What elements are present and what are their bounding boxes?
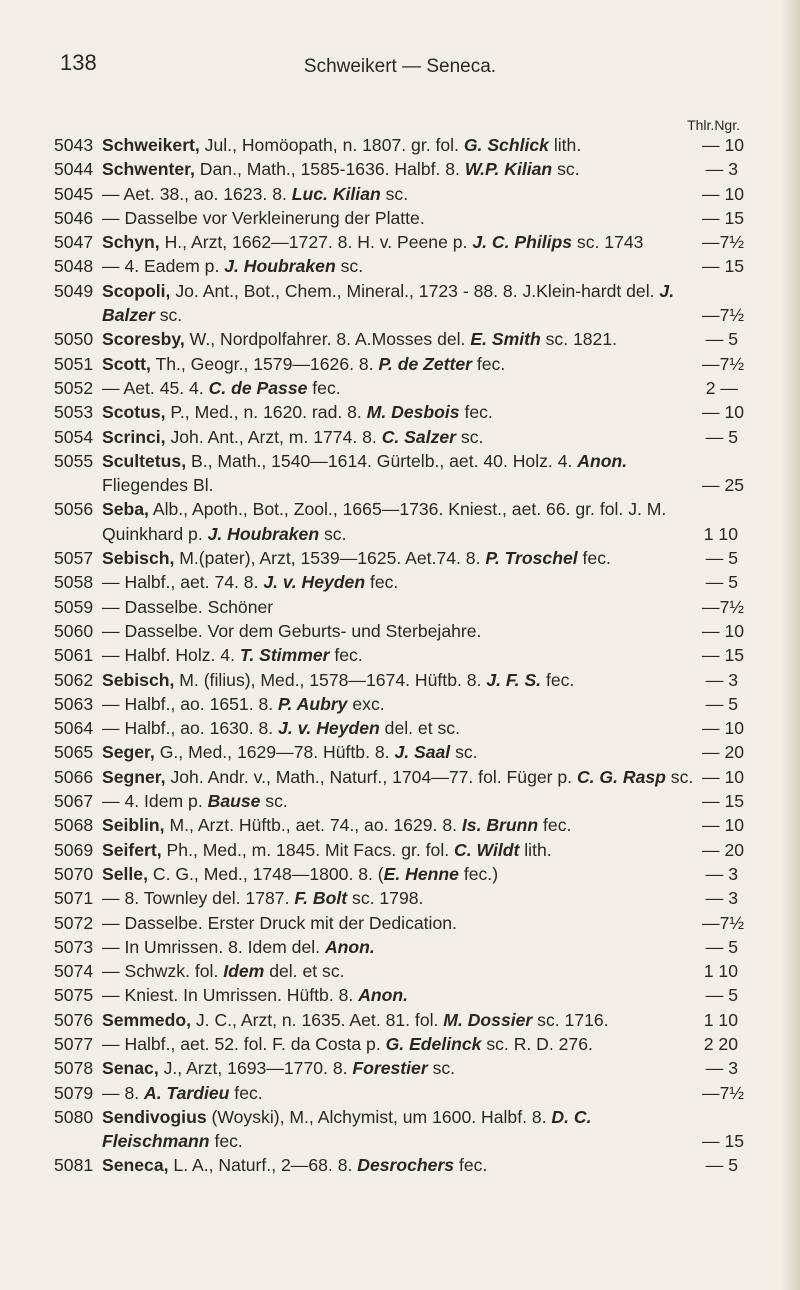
entry-details: M.(pater), Arzt, 1539—1625. Aet.74. 8.	[174, 548, 486, 569]
entry-price: — 10	[702, 766, 745, 787]
entry-number: 5054	[54, 426, 94, 447]
entry-artist: F. Bolt	[294, 888, 348, 909]
catalog-entry	[54, 570, 738, 594]
catalog-entry	[54, 1008, 738, 1032]
entry-details: J. C., Arzt, n. 1635. Aet. 81. fol.	[190, 1009, 444, 1030]
entry-number: 5052	[54, 377, 94, 398]
entry-price: — 15	[702, 207, 745, 228]
entry-subject-name: Scopoli,	[102, 280, 171, 301]
entry-number: 5043	[54, 135, 94, 155]
entry-details-suffix: fec.	[209, 1131, 243, 1152]
entry-description	[96, 133, 702, 157]
entry-price: — 15	[702, 256, 745, 277]
entry-number: 5075	[54, 985, 94, 1006]
catalog-entry	[54, 254, 745, 278]
entry-number: 5071	[54, 888, 94, 909]
entry-details: — Halbf. Holz. 4.	[102, 645, 240, 666]
entry-details-suffix: fec.	[472, 353, 506, 374]
entry-details-suffix: fec.	[459, 402, 493, 423]
entry-price: — 5	[705, 572, 738, 593]
catalog-entry	[54, 497, 738, 546]
entry-description	[96, 911, 702, 935]
entry-price: — 5	[705, 985, 738, 1006]
entry-description	[96, 570, 702, 594]
entry-price: —7½	[702, 232, 745, 253]
entry-subject-name: Semmedo,	[102, 1009, 191, 1030]
entry-artist: J. v. Heyden	[263, 572, 366, 593]
entry-price: — 5	[705, 693, 738, 714]
entry-number: 5050	[54, 329, 94, 350]
entry-description	[96, 1081, 702, 1105]
entry-subject-name: Scultetus,	[102, 450, 187, 471]
entry-artist: C. G. Rasp	[576, 766, 666, 787]
entry-details: — Halbf., ao. 1630. 8.	[102, 718, 279, 739]
entry-details-suffix: fec.	[365, 572, 399, 593]
entry-details: J., Arzt, 1693—1770. 8.	[158, 1058, 353, 1079]
entry-number: 5056	[54, 499, 94, 520]
entry-price: — 20	[702, 742, 745, 763]
entry-price: — 10	[702, 620, 745, 641]
entry-number: 5064	[54, 718, 94, 739]
entry-artist: G. Edelinck	[385, 1033, 482, 1054]
entry-artist: J. Saal	[394, 742, 451, 763]
entry-details: — Halbf., aet. 74. 8.	[102, 572, 264, 593]
entry-details: P., Med., n. 1620. rad. 8.	[165, 402, 367, 423]
entry-subject-name: Sebisch,	[102, 548, 175, 569]
entry-price: — 3	[705, 669, 738, 690]
entry-details-suffix: sc. R. D. 276.	[481, 1033, 593, 1054]
entry-price: — 20	[702, 839, 745, 860]
entry-description	[96, 327, 702, 351]
entry-artist: T. Stimmer	[239, 645, 330, 666]
entry-number: 5055	[54, 450, 94, 471]
catalog-entry	[54, 838, 745, 862]
catalog-entry	[54, 1032, 738, 1056]
catalog-entry	[54, 983, 738, 1007]
entry-description	[96, 668, 702, 692]
entry-artist: Anon.	[577, 450, 628, 471]
entry-number: 5048	[54, 256, 94, 277]
entry-description	[96, 1032, 702, 1056]
entry-description	[96, 425, 702, 449]
entry-price: 1 10	[703, 961, 738, 982]
entry-details: L. A., Naturf., 2—68. 8.	[168, 1155, 358, 1176]
entry-price: —7½	[702, 353, 745, 374]
catalog-entry	[54, 230, 745, 254]
entry-price: — 10	[702, 183, 745, 204]
entry-subject-name: Seifert,	[102, 839, 162, 860]
entry-details-suffix: sc.	[456, 426, 484, 447]
entry-details-suffix: del. et sc.	[264, 961, 345, 982]
page-number: 138	[60, 50, 97, 75]
entry-details: Joh. Ant., Arzt, m. 1774. 8.	[165, 426, 382, 447]
entry-artist: J. Houbraken	[224, 256, 336, 277]
entry-price: —7½	[702, 1082, 745, 1103]
entry-price: — 5	[705, 329, 738, 350]
entry-artist: Forestier	[352, 1058, 428, 1079]
entry-description	[96, 935, 702, 959]
catalog-entry	[54, 740, 745, 764]
entry-number: 5079	[54, 1082, 94, 1103]
entry-subject-name: Schweikert,	[102, 135, 200, 155]
catalog-entry	[54, 692, 738, 716]
catalog-entry	[54, 1056, 738, 1080]
currency-column-header: Thlr.Ngr.	[687, 117, 740, 133]
entry-details-suffix: fec.	[229, 1082, 263, 1103]
catalog-entry	[54, 133, 745, 157]
entry-subject-name: Schwenter,	[102, 159, 195, 180]
catalog-entry	[54, 449, 745, 498]
entry-artist: D. C. Fleischmann	[102, 1106, 592, 1152]
entry-details: Jul., Homöopath, n. 1807. gr. fol.	[199, 135, 464, 155]
entry-subject-name: Sendivogius	[102, 1106, 207, 1127]
entry-artist: C. Wildt	[454, 839, 520, 860]
catalog-entry	[54, 279, 745, 328]
entry-number: 5059	[54, 596, 94, 617]
entry-details-suffix: sc.	[450, 742, 478, 763]
entry-artist: E. Smith	[470, 329, 541, 350]
entry-details: — 4. Eadem p.	[102, 256, 225, 277]
entry-details-suffix: fec.	[577, 548, 611, 569]
entry-price: — 3	[705, 159, 738, 180]
entry-number: 5074	[54, 961, 94, 982]
entry-details: B., Math., 1540—1614. Gürtelb., aet. 40. Holz. 4.	[186, 450, 578, 471]
catalog-entry	[54, 376, 738, 400]
entry-description	[96, 279, 702, 328]
entry-details-suffix: fec.	[538, 815, 572, 836]
entry-artist: P. Aubry	[278, 693, 348, 714]
catalog-entry	[54, 352, 745, 376]
entry-details-suffix: lith.	[548, 135, 582, 155]
entry-description	[96, 886, 702, 910]
entry-details: — 8.	[102, 1082, 145, 1103]
entry-details-suffix: del. et sc.	[379, 718, 460, 739]
entry-description	[96, 862, 702, 886]
entry-number: 5080	[54, 1106, 94, 1127]
entry-details: M. (filius), Med., 1578—1674. Hüftb. 8.	[174, 669, 487, 690]
entry-number: 5069	[54, 839, 94, 860]
entry-artist: J. F. S.	[486, 669, 542, 690]
entry-subject-name: Seneca,	[102, 1155, 169, 1176]
entry-price: 1 10	[703, 1009, 738, 1030]
entry-number: 5053	[54, 402, 94, 423]
entry-price: — 10	[702, 402, 745, 423]
entry-details: (Woyski), M., Alchymist, um 1600. Halbf. 8.	[206, 1106, 552, 1127]
entry-description	[96, 182, 702, 206]
entry-details: — Dasselbe. Vor dem Geburts- und Sterbejahre.	[102, 620, 482, 641]
entry-artist: C. Salzer	[381, 426, 457, 447]
catalog-entry	[54, 425, 738, 449]
entry-number: 5077	[54, 1033, 94, 1054]
entry-number: 5060	[54, 620, 94, 641]
entry-price: — 25	[702, 475, 745, 496]
entry-subject-name: Seba,	[102, 499, 149, 520]
entry-artist: M. Desbois	[366, 402, 460, 423]
entry-number: 5058	[54, 572, 94, 593]
entry-details-suffix: fec.	[541, 669, 575, 690]
page-header	[60, 50, 740, 82]
entry-details: G., Med., 1629—78. Hüftb. 8.	[154, 742, 395, 763]
entry-details: — Dasselbe vor Verkleinerung der Platte.	[102, 207, 425, 228]
catalog-entry	[54, 862, 738, 886]
entry-details: — Aet. 45. 4.	[102, 377, 209, 398]
entry-details: M., Arzt. Hüftb., aet. 74., ao. 1629. 8.	[164, 815, 462, 836]
entry-subject-name: Scoresby,	[102, 329, 185, 350]
entry-subject-name: Scott,	[102, 353, 151, 374]
entry-details-suffix: exc.	[347, 693, 385, 714]
entry-price: 2 20	[703, 1033, 738, 1054]
entry-artist: P. Troschel	[485, 548, 578, 569]
entry-description	[96, 692, 702, 716]
catalog-entry	[54, 400, 745, 424]
entry-details-suffix: lith.	[519, 839, 552, 860]
catalog-entry	[54, 1105, 745, 1154]
entry-price: — 3	[705, 863, 738, 884]
entry-details-suffix: sc.	[665, 766, 694, 787]
entry-details-suffix: sc.	[154, 305, 183, 326]
entry-description	[96, 740, 702, 764]
entry-artist: Idem	[223, 961, 265, 982]
entry-details: Alb., Apoth., Bot., Zool., 1665—1736. Kniest., aet. 66. gr. fol. J. M. Quinkhard p.	[102, 499, 667, 544]
entry-subject-name: Seiblin,	[102, 815, 165, 836]
entry-details: Ph., Med., m. 1845. Mit Facs. gr. fol.	[161, 839, 455, 860]
entry-description	[96, 765, 702, 789]
entry-description	[96, 497, 702, 546]
entry-description	[96, 254, 702, 278]
catalog-entry	[54, 157, 738, 181]
entry-details: Joh. Andr. v., Math., Naturf., 1704—77. fol. Füger p.	[165, 766, 577, 787]
entry-artist: Anon.	[324, 936, 375, 957]
entry-number: 5067	[54, 791, 94, 812]
catalog-entry	[54, 935, 738, 959]
entry-artist: P. de Zetter	[378, 353, 472, 374]
entry-details: W., Nordpolfahrer. 8. A.Mosses del.	[184, 329, 471, 350]
entry-number: 5070	[54, 863, 94, 884]
entry-number: 5081	[54, 1155, 94, 1176]
entry-number: 5063	[54, 693, 94, 714]
entry-details-suffix: sc. 1798.	[347, 888, 424, 909]
catalog-entry	[54, 643, 745, 667]
entry-price: — 3	[705, 888, 738, 909]
entry-details-suffix: fec.	[454, 1155, 488, 1176]
entry-subject-name: Selle,	[102, 863, 148, 884]
entry-details-suffix: sc. 1716.	[532, 1009, 609, 1030]
entry-details-suffix: sc.	[380, 183, 409, 204]
entry-subject-name: Sebisch,	[102, 669, 175, 690]
entry-number: 5046	[54, 207, 94, 228]
entry-artist: W.P. Kilian	[464, 159, 553, 180]
entry-number: 5047	[54, 232, 94, 253]
entry-description	[96, 352, 702, 376]
entry-number: 5044	[54, 159, 94, 180]
catalog-entry	[54, 716, 745, 740]
entry-price: — 5	[705, 426, 738, 447]
entry-number: 5051	[54, 353, 94, 374]
entry-price: — 5	[705, 1155, 738, 1176]
entry-description	[96, 1153, 702, 1177]
entry-number: 5068	[54, 815, 94, 836]
entry-description	[96, 376, 702, 400]
catalog-entry	[54, 668, 738, 692]
entry-price: 1 10	[703, 523, 738, 544]
entry-subject-name: Scrinci,	[102, 426, 166, 447]
entry-price: —7½	[702, 596, 745, 617]
entry-price: — 5	[705, 548, 738, 569]
entry-details: — Halbf., ao. 1651. 8.	[102, 693, 279, 714]
catalog-entry	[54, 619, 745, 643]
entry-number: 5066	[54, 766, 94, 787]
entry-artist: J. Houbraken	[207, 523, 320, 544]
entry-number: 5045	[54, 183, 94, 204]
entry-details-suffix: sc.	[260, 791, 288, 812]
entry-description	[96, 206, 702, 230]
entry-details: — In Umrissen. 8. Idem del.	[102, 936, 325, 957]
entry-details: — Schwzk. fol.	[102, 961, 224, 982]
entry-details-suffix: fec.	[307, 377, 341, 398]
catalog-entry	[54, 765, 745, 789]
entry-details: — Dasselbe. Schöner	[102, 596, 274, 617]
entry-artist: J. Balzer	[102, 280, 675, 326]
entry-details-suffix: sc.	[427, 1058, 456, 1079]
entry-details-suffix: sc.	[552, 159, 580, 180]
entry-price: — 15	[702, 791, 745, 812]
catalog-entry	[54, 1153, 738, 1177]
entry-number: 5076	[54, 1009, 94, 1030]
entry-details: — 4. Idem p.	[102, 791, 208, 812]
page-edge-shadow	[782, 0, 800, 1290]
entry-details-suffix: sc. 1743	[572, 232, 644, 253]
catalog-entry	[54, 182, 745, 206]
catalog-entry	[54, 789, 745, 813]
entry-details: C. G., Med., 1748—1800. 8. (	[147, 863, 384, 884]
entry-details: H., Arzt, 1662—1727. 8. H. v. Peene p.	[159, 232, 473, 253]
entry-subject-name: Scotus,	[102, 402, 166, 423]
entry-number: 5057	[54, 548, 94, 569]
entry-details: — 8. Townley del. 1787.	[102, 888, 295, 909]
entry-description	[96, 813, 702, 837]
entry-description	[96, 619, 702, 643]
entry-details-suffix: fec.)	[458, 863, 499, 884]
entry-artist: C. de Passe	[208, 377, 308, 398]
catalog-entry	[54, 886, 738, 910]
entry-price: — 10	[702, 135, 745, 155]
entry-details: — Halbf., aet. 52. fol. F. da Costa p.	[102, 1033, 386, 1054]
catalog-entry	[54, 546, 738, 570]
entry-number: 5065	[54, 742, 94, 763]
entry-artist: Is. Brunn	[461, 815, 539, 836]
entry-artist: Desrochers	[357, 1155, 455, 1176]
catalog-entry	[54, 813, 745, 837]
entry-price: — 15	[702, 645, 745, 666]
entry-details: Dan., Math., 1585-1636. Halbf. 8.	[194, 159, 465, 180]
entry-subject-name: Schyn,	[102, 232, 160, 253]
entry-price: —7½	[702, 912, 745, 933]
entry-description	[96, 716, 702, 740]
entry-description	[96, 1056, 702, 1080]
entry-price: — 5	[705, 936, 738, 957]
catalog-entries	[54, 133, 745, 1178]
entry-number: 5061	[54, 645, 94, 666]
entry-number: 5078	[54, 1058, 94, 1079]
entry-subject-name: Segner,	[102, 766, 166, 787]
entry-price: — 10	[702, 718, 745, 739]
entry-artist: A. Tardieu	[144, 1082, 230, 1103]
entry-details-suffix: Fliegendes Bl.	[102, 475, 214, 496]
entry-description	[96, 643, 702, 667]
entry-description	[96, 1008, 702, 1032]
entry-artist: J. v. Heyden	[278, 718, 380, 739]
entry-price: 2 —	[705, 377, 738, 398]
catalog-entry	[54, 327, 738, 351]
entry-artist: Bause	[207, 791, 261, 812]
entry-number: 5072	[54, 912, 94, 933]
entry-details: Jo. Ant., Bot., Chem., Mineral., 1723 - 88. 8. J.Klein-hardt del.	[170, 280, 660, 301]
entry-description	[96, 789, 702, 813]
entry-description	[96, 546, 702, 570]
entry-artist: M. Dossier	[443, 1009, 533, 1030]
running-head: Schweikert — Seneca.	[303, 56, 497, 77]
entry-details-suffix: sc.	[319, 523, 347, 544]
entry-price: — 15	[702, 1131, 745, 1152]
entry-details: — Aet. 38., ao. 1623. 8.	[102, 183, 292, 204]
entry-description	[96, 157, 702, 181]
entry-description	[96, 595, 702, 619]
entry-details-suffix: sc.	[335, 256, 364, 277]
entry-details: — Dasselbe. Erster Druck mit der Dedication.	[102, 912, 457, 933]
entry-description	[96, 449, 702, 498]
entry-artist: J. C. Philips	[472, 232, 573, 253]
entry-number: 5062	[54, 669, 94, 690]
entry-description	[96, 1105, 702, 1154]
catalog-entry	[54, 911, 745, 935]
entry-number: 5073	[54, 936, 94, 957]
entry-subject-name: Senac,	[102, 1058, 159, 1079]
entry-price: — 3	[705, 1058, 738, 1079]
catalog-entry	[54, 206, 745, 230]
catalog-entry	[54, 1081, 745, 1105]
entry-description	[96, 838, 702, 862]
entry-artist: G. Schlick	[463, 135, 549, 155]
entry-description	[96, 400, 702, 424]
entry-number: 5049	[54, 280, 94, 301]
catalog-entry	[54, 959, 738, 983]
entry-description	[96, 983, 702, 1007]
entry-details: — Kniest. In Umrissen. Hüftb. 8.	[102, 985, 359, 1006]
entry-details: Th., Geogr., 1579—1626. 8.	[150, 353, 379, 374]
entry-description	[96, 959, 702, 983]
entry-details-suffix: sc. 1821.	[540, 329, 618, 350]
entry-price: — 10	[702, 815, 745, 836]
entry-description	[96, 230, 702, 254]
entry-artist: Anon.	[358, 985, 409, 1006]
entry-subject-name: Seger,	[102, 742, 155, 763]
entry-artist: E. Henne	[383, 863, 459, 884]
catalog-entry	[54, 595, 745, 619]
entry-details-suffix: fec.	[329, 645, 363, 666]
entry-price: —7½	[702, 305, 745, 326]
entry-artist: Luc. Kilian	[291, 183, 381, 204]
